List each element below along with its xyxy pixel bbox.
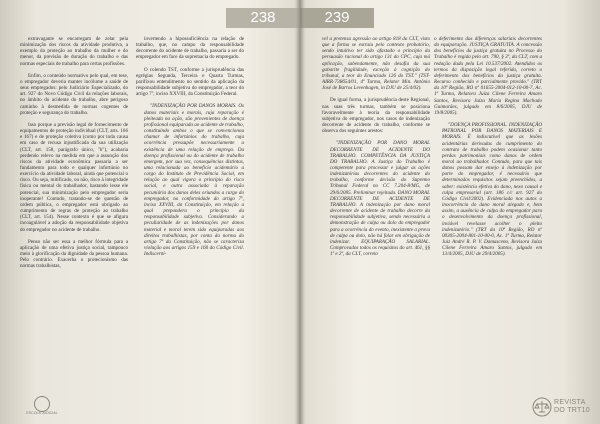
paragraph: extravagante se encarregam de zelar pela minimização dos riscos da atividade produtiva, a exemplo da proteção ao trabalho da mulher e do menor, da previsão de duração do trabalho e das normas especiais de trabalho para certas profissões. bbox=[20, 36, 128, 67]
left-page-column-1 bbox=[20, 36, 128, 408]
logo-right-line2: DO TRT10 bbox=[554, 407, 590, 414]
paragraph: O colendo TST, conforme a jurisprudência das egrégias Segunda, Terceira e Quarta Turmas, parifixou entendimento no sentido da aplicação da responsabilidade subjetiva do empregador, a teor do artigo 7º, inciso XXVIII, da Constituição Federal. bbox=[136, 66, 244, 98]
paragraph: invertendo a hipossuficiência na relação de trabalho, que, no campo da responsabilidade decorrente do acidente de trabalho, passaria a ser do empregador em face da supremacia do empregado. bbox=[136, 36, 244, 61]
quoted-paragraph: o deferimento das diferenças salariais decorrentes da equiparação. JUSTIÇA GRATUITA. A concessão dos benefícios da justiça gratuita no Processo do Trabalho é regida pelo art. 790, § 3º, da CLT, com a redação dada pela Lei 10.537/2002. Atendidos os termos da disposição legal referida, correto o deferimento dos benefícios da justiça gratuita. Recurso conhecido e parcialmente provido." (TRT da 10ª Região, RO nº 01655-2004-012-10-00-7, Ac. 1ª Turma, Relatora Juíza Cilene Ferreira Amaro Santos, Revisora Juíza Maria Regina Machado Guimarães, julgado em 8/6/2005, DJU de 19/8/2005). bbox=[434, 36, 542, 116]
paragraph: Penso não ser essa a melhor fórmula para a aplicação de uma efetiva justiça social, tampouco meio à glorificação da dignidade da pessoa humana. Pelo contrário. Exacerba o protecionismo das normas trabalhistas, bbox=[20, 238, 128, 270]
right-page-column-2 bbox=[434, 36, 542, 408]
escola-judicial-logo bbox=[22, 396, 62, 418]
quoted-paragraph: "INDENIZAÇÃO POR DANO MORAL DECORRENTE DE ACIDENTE DO TRABALHO. COMPETÊNCIA DA JUSTIÇA DO TRABALHO. A Justiça do Trabalho é competente para processar e julgar as ações indenizatórias decorrentes do acidente do trabalho, conforme decisão do Supremo Tribunal Federal no CC 7.204-8/MG, de 29/6/2005. Preliminar rejeitada. DANO MORAL DECORRENTE DE ACIDENTE DE TRABALHO. A indenização por dano moral decorrente de acidente de trabalho decorre da responsabilidade subjetiva, sendo necessária a demonstração de culpa ou dolo do empregador para a ocorrência do evento, inexistente a prova de culpa ou dolo, não há falar em obrigação de indenizar. EQUIPARAÇÃO SALARIAL. Comprovados todos os requisitos do art. 461, §§ 1º e 2º, da CLT, correto bbox=[330, 140, 430, 258]
seal-icon bbox=[34, 396, 50, 412]
page-number-right: 239 bbox=[300, 8, 374, 28]
left-page-column-2 bbox=[136, 36, 244, 408]
quoted-paragraph: "DOENÇA PROFISSIONAL. INDENIZAÇÃO PATRONAL POR DANOS MATERIAIS E MORAIS. É indiscutível que as lesões acidentárias derivadas do cumprimento do contrato de trabalho podem ocasionar tanto perdas patrimoniais como danos de ordem moral ao trabalhador. Contudo, para que tais danos possam dar ensejo à indenização por parte do empregador, é necessário que determinados requisitos sejam preenchidos, a saber: existência efetiva do dano, nexo causal e culpa empresarial (art. 186 c/c art. 927 do Código Civil/2002). Evidenciada nos autos a inocorrência do dano moral alegado e, bem assim, a ausência de culpa do empregador para o desenvolvimento da doença profissional, inviável revelasse acolher o pleito indenizatório." (TRT da 10ª Região, RO nº 00305-2004-801-10-00-0, Ac. 1ª Turma, Relator Juiz André R. P. V. Damasceno, Revisora Juíza Cilene Ferreira Amaro Santos, julgado em 13/4/2005, DJU de 29/4/2005). bbox=[442, 122, 542, 258]
revista-trt10-logo bbox=[532, 396, 592, 420]
logo-right-text bbox=[554, 399, 590, 415]
paragraph: Enfim, o conteúdo normativo pelo qual, em tese, o empregador deveria manter incólume a saúde de seus empregados: pelo Judiciário Especializado, do art. 927 do Novo Código Civil da relações laborais, no âmbito do acidente do trabalho, abre perigoso caminho à desmedida de normas cogentes de proteção e segurança do trabalho. bbox=[20, 72, 128, 116]
book-gutter bbox=[296, 0, 304, 424]
logo-right-line1: REVISTA bbox=[554, 399, 586, 406]
paragraph: De igual forma, a jurisprudência deste Regional, nas suas três turmas, também se posiciona favoravelmente à teoria da responsabilidade subjetiva do empregador, nos casos de indenização decorrente de acidente do trabalho, conforme se observa dos seguintes arestos: bbox=[322, 97, 430, 135]
logo-left-text: ESCOLA JUDICIAL bbox=[26, 411, 58, 415]
right-page-column-1 bbox=[322, 36, 430, 408]
scales-icon bbox=[532, 397, 552, 417]
quoted-paragraph: vel a pretensa agressão ao artigo 818 da CLT, visto que a forma se extraiu pelo contexto probatório, sendo intuitivo ter sido afastado o princípio da persuasão racional do artigo 131 do CPC, cuja má aplicação, sabendamente, não desafia da sua gabarite fragilidade, exceção à cognição do tribunal, a teor do Enunciado 126 do TST." (TST-AIRR-738654/01, 4ª Turma, Relator Min. Antônio José de Barros Levenhagen, in DJU de 25/4/03). bbox=[322, 36, 430, 92]
paragraph: Isso porque a previsão legal de fornecimento de equipamentos de proteção individual (CLT, arts. 166 e 167) e de proteção coletiva (como por toda causa em caso de recusa injustificada da sua utilização (CLT, art. 158, parágrafo único, "b"), acabaria perdendo relevo na medida em que a assunção dos riscos da atividade econômica passaria a ser fundamento para todo e qualquer infortúnio no exercício da atividade laboral, ainda que potencial o risco. Ou seja, mitificado, ou não, risco à integridade física ou mental do trabalhador, bastando lesse ele potencial, sua minimização pelo empregador seria inoperante! Contudo, tratando-se de questão de ordem pública, o empregador está obrigado ao cumprimento de regras de proteção ao trabalho (CLT, art. 154). Nesse contexto é que se afigura incoagulável a adoção da responsabilidade objetiva do empregador no acidente de trabalho. bbox=[20, 121, 128, 233]
page-number-left: 238 bbox=[226, 8, 300, 28]
quoted-paragraph: "INDENIZAÇÃO POR DANOS MORAIS. Os danos materiais e morais, cuja reparação é pleiteada na ação, são provenientes de doença profissional equiparada ao acidente de trabalho, constituindo ambos o que se convencionou chamar de infortúnios do trabalho, cuja ocorrência pressupõe necessariamente a existência de uma relação de emprego. Da doença profissional ou do acidente de trabalho emergem, por sua vez, consequências distintas, uma relacionada ao benefício acidentário a cargo do Instituto de Previdência Social, em relação ao qual vigora o princípio do risco social, e outra associada à reparação pecuniária dos danos deles oriundos a cargo do empregador, na conformidade do artigo 7º, inciso XXVIII, da Constituição, em relação a qual prepondera o princípio da responsabilidade subjetiva. Considerando a peculiaridade de as indenizações por danos material e moral terem sido equiparadas aos direitos trabalhistas, por conta da norma do artigo 7º da Constituição, não se caracteriza violação aos artigos 159 e 160 do Código Civil. Indiscerní- bbox=[144, 103, 244, 258]
